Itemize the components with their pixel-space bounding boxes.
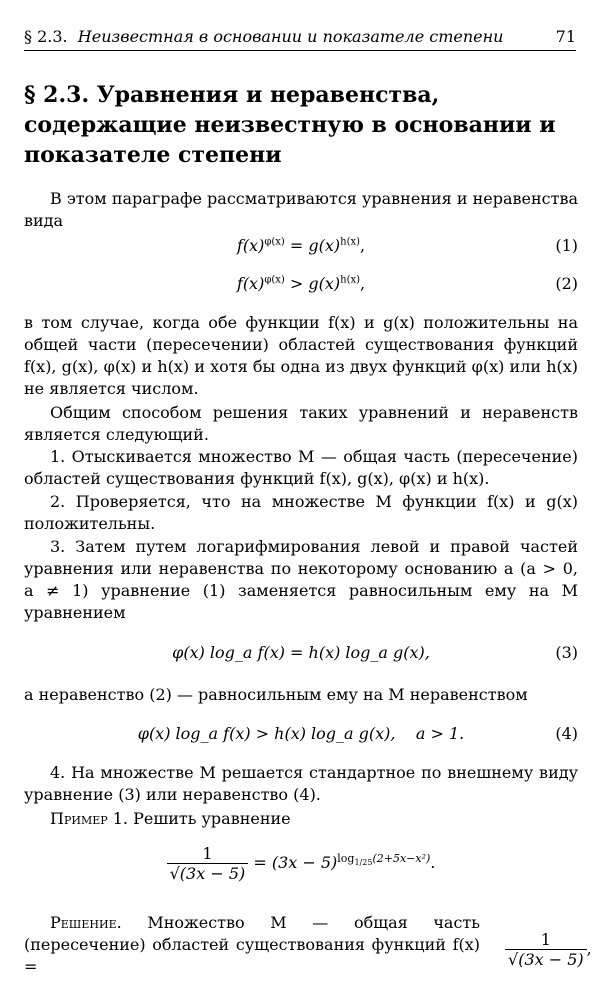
section-title: § 2.3. Уравнения и неравенства, содержащие неизвестную в основании и показателе степени (24, 82, 556, 168)
equation-3-number: (3) (555, 643, 578, 662)
equation-1 (24, 236, 578, 260)
eq1-rhs-exp: h(x) (340, 236, 361, 248)
header-title: Неизвестная в основании и показателе степени (77, 27, 504, 46)
eq4-text: φ(x) log_a f(x) > h(x) log_a g(x), (137, 724, 396, 743)
header-section: § 2.3. (24, 27, 68, 46)
eq1-lhs: f(x) (236, 236, 265, 255)
solution-text: Множество M — общая часть (пересечение) областей существования функций f(x) = (24, 913, 480, 976)
equation-3 (24, 643, 578, 667)
case-paragraph: в том случае, когда обе функции f(x) и g(x) положительны на общей части (пересечении) областей существования функций f(x), g(x), φ(x) и h(x) и хотя бы одна из двух функций φ(x) или h(x) не является числом. (24, 313, 578, 398)
equation-5-body: $\frac{1}{√(3x - 5)}$ = $(3x - 5)^{log_{1/25}(2+5x-x^2)}$. (24, 844, 578, 883)
general-method-paragraph: Общим способом решения таких уравнений и неравенств является следующий. (24, 403, 578, 444)
eq1-rel: = (289, 236, 304, 255)
eq5-fraction (167, 844, 249, 883)
equation-4 (24, 724, 578, 748)
equation-2-body (24, 274, 578, 293)
step-1: 1. Отыскивается множество M — общая часть (пересечение) областей существования функций f(x), g(x), φ(x) и h(x). (24, 447, 578, 488)
eq5-tail: . (430, 853, 436, 872)
eq5-log-arg: (2+5x−x²) (372, 851, 431, 865)
eq4-cond: a > 1. (415, 724, 465, 743)
eq5-numerator: 1 (167, 844, 249, 864)
eq2-lhs: f(x) (236, 274, 265, 293)
eq1-lhs-exp: φ(x) (264, 236, 285, 248)
solution-paragraph (24, 912, 480, 978)
equation-2 (24, 274, 578, 298)
step-4: 4. На множестве M решается стандартное по внешнему виду уравнение (3) или неравенство (4). (24, 763, 578, 804)
equation-5 (24, 844, 578, 894)
example-label: Пример 1. (50, 809, 128, 828)
solution-frac-denominator: √(3x − 5) (508, 950, 584, 969)
eq2-tail: , (360, 274, 366, 293)
eq5-base: (3x − 5) (271, 853, 338, 872)
equation-3-body: φ(x) log_a f(x) = h(x) log_a g(x), (172, 643, 430, 662)
page-number: 71 (555, 27, 576, 46)
equation-4-body (24, 724, 578, 743)
example-text: Решить уравнение (133, 809, 291, 828)
intro-paragraph: В этом параграфе рассматриваются уравнения и неравенства вида (24, 189, 578, 230)
step-3: 3. Затем путем логарифмирования левой и правой частей уравнения или неравенства по некоторому основанию a (a > 0, a ≠ 1) уравнение (1) заменяется равносильным ему на M уравнением (24, 537, 578, 622)
example-1 (24, 808, 578, 830)
equation-2-number: (2) (555, 274, 578, 293)
inequality-paragraph: а неравенство (2) — равносильным ему на M неравенством (24, 685, 528, 704)
eq1-rhs: g(x) (308, 236, 341, 255)
eq1-tail: , (360, 236, 366, 255)
eq5-denominator: √(3x − 5) (169, 864, 246, 883)
equation-1-body (24, 236, 578, 255)
eq2-lhs-exp: φ(x) (264, 274, 285, 286)
solution-fraction: $\frac{1}{√(3x - 5)}$ , (505, 930, 592, 969)
solution-frac-numerator: 1 (505, 930, 587, 950)
step-2: 2. Проверяется, что на множестве M функции f(x) и g(x) положительны. (24, 492, 578, 533)
header-rule (24, 50, 576, 51)
equation-1-number: (1) (555, 236, 578, 255)
eq2-rhs: g(x) (308, 274, 341, 293)
running-header (24, 20, 576, 46)
header-left (24, 27, 503, 46)
solution-label: Решение. (50, 913, 122, 932)
eq2-rel: > (289, 274, 304, 293)
eq5-log-base: 1/25 (354, 857, 373, 867)
eq2-rhs-exp: h(x) (340, 274, 361, 286)
solution-frac (505, 930, 587, 969)
equation-4-number: (4) (555, 724, 578, 743)
